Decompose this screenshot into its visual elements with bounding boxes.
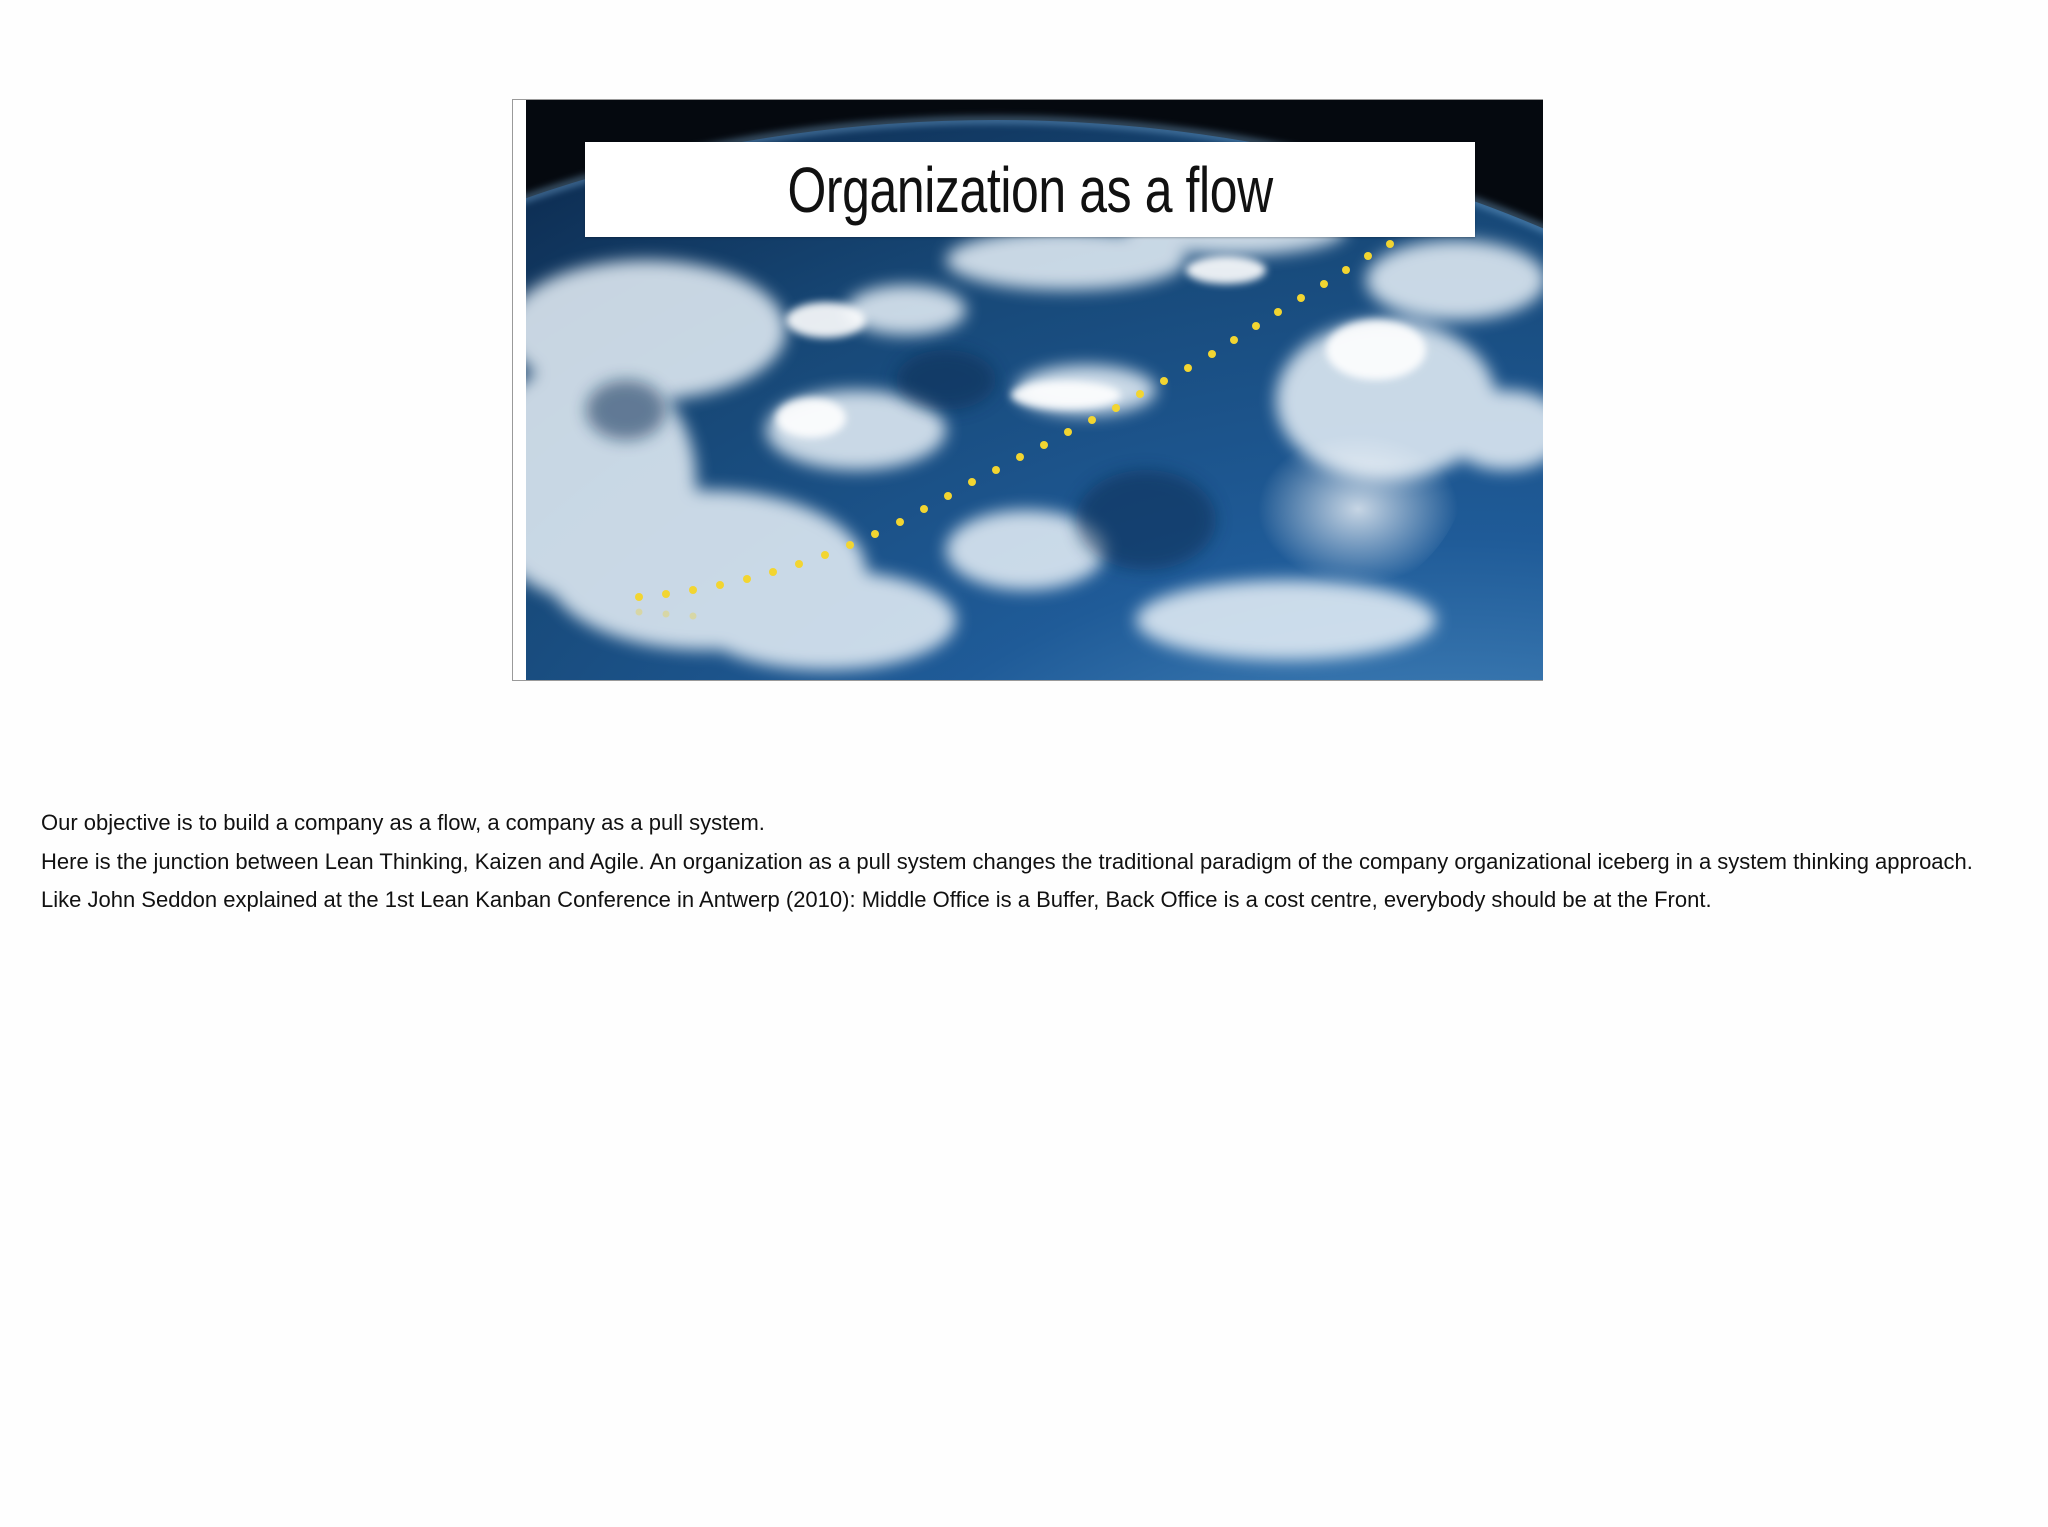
presenter-notes xyxy=(41,804,2001,920)
slide-title: Organization as a flow xyxy=(787,153,1273,226)
notes-paragraph-3: Like John Seddon explained at the 1st Lean Kanban Conference in Antwerp (2010): Middle Office is a Buffer, Back Office is a cost centre, everybody should be at the Front. xyxy=(41,887,1712,912)
notes-paragraph-1: Our objective is to build a company as a flow, a company as a pull system. xyxy=(41,810,765,835)
notes-paragraph-2: Here is the junction between Lean Thinking, Kaizen and Agile. An organization as a pull system changes the traditional paradigm of the company organizational iceberg in a system thinking approach. xyxy=(41,848,1973,874)
slide-thumbnail xyxy=(512,99,1543,681)
slide-title-box xyxy=(585,142,1475,237)
